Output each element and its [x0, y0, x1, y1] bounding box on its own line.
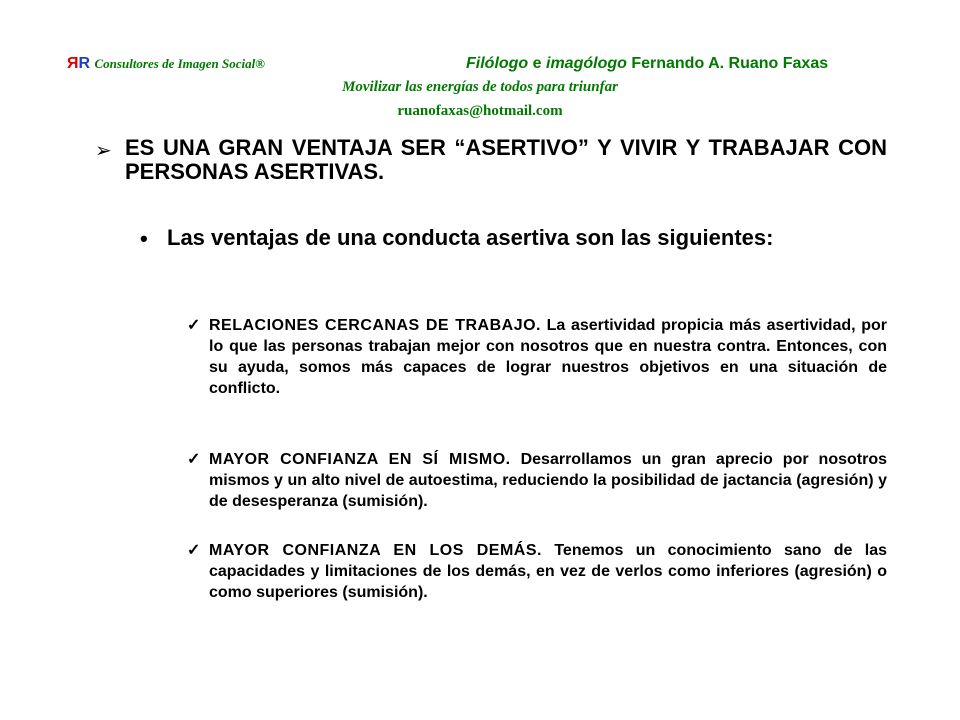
advantage-item: [187, 449, 887, 512]
checkmark-icon: ✓: [187, 451, 201, 468]
author-prefix: Filólogo: [466, 55, 529, 72]
author-line: [466, 55, 828, 73]
main-point: [95, 136, 887, 184]
brand-logo: [67, 55, 265, 73]
motto: Movilizar las energías de todos para triunfar: [342, 79, 618, 95]
bullet-icon: •: [140, 226, 148, 251]
advantage-text: Tenemos un conocimiento sano de las capacidades y limitaciones de los demás, en vez de verlos como inferiores (agresión) o como superiores (sumisión).: [209, 542, 887, 601]
advantage-lead: RELACIONES CERCANAS DE TRABAJO.: [209, 317, 542, 334]
advantage-item: [187, 315, 887, 399]
checkmark-icon: ✓: [187, 317, 201, 334]
advantage-lead: MAYOR CONFIANZA EN SÍ MISMO.: [209, 451, 511, 468]
advantage-item: [187, 540, 887, 603]
sub-point-text: Las ventajas de una conducta asertiva son las siguientes:: [167, 225, 774, 250]
sub-point: [140, 226, 887, 250]
author-conj: e: [528, 55, 546, 72]
logo-ya-letter: Я: [67, 55, 79, 72]
author-title: imagólogo: [546, 55, 627, 72]
checkmark-icon: ✓: [187, 542, 201, 559]
advantage-text: La asertividad propicia más asertividad, por lo que las personas trabajan mejor con nosotros que en nuestra contra. Entonces, con su ayuda, somos más capaces de lograr nuestros objetivos en una situación de conflicto.: [209, 317, 887, 397]
arrow-bullet-icon: ➢: [95, 140, 112, 162]
author-name: Fernando A. Ruano Faxas: [626, 55, 829, 72]
main-point-text: ES UNA GRAN VENTAJA SER “ASERTIVO” Y VIVIR Y TRABAJAR CON PERSONAS ASERTIVAS.: [125, 135, 887, 184]
advantage-lead: MAYOR CONFIANZA EN LOS DEMÁS.: [209, 542, 542, 559]
contact-email: ruanofaxas@hotmail.com: [397, 103, 563, 119]
logo-company-name: Consultores de Imagen Social®: [94, 56, 265, 71]
logo-r-letter: R: [78, 55, 91, 72]
advantage-text: Desarrollamos un gran aprecio por nosotros mismos y un alto nivel de autoestima, reduciendo la posibilidad de jactancia (agresión) y de desesperanza (sumisión).: [209, 451, 887, 510]
